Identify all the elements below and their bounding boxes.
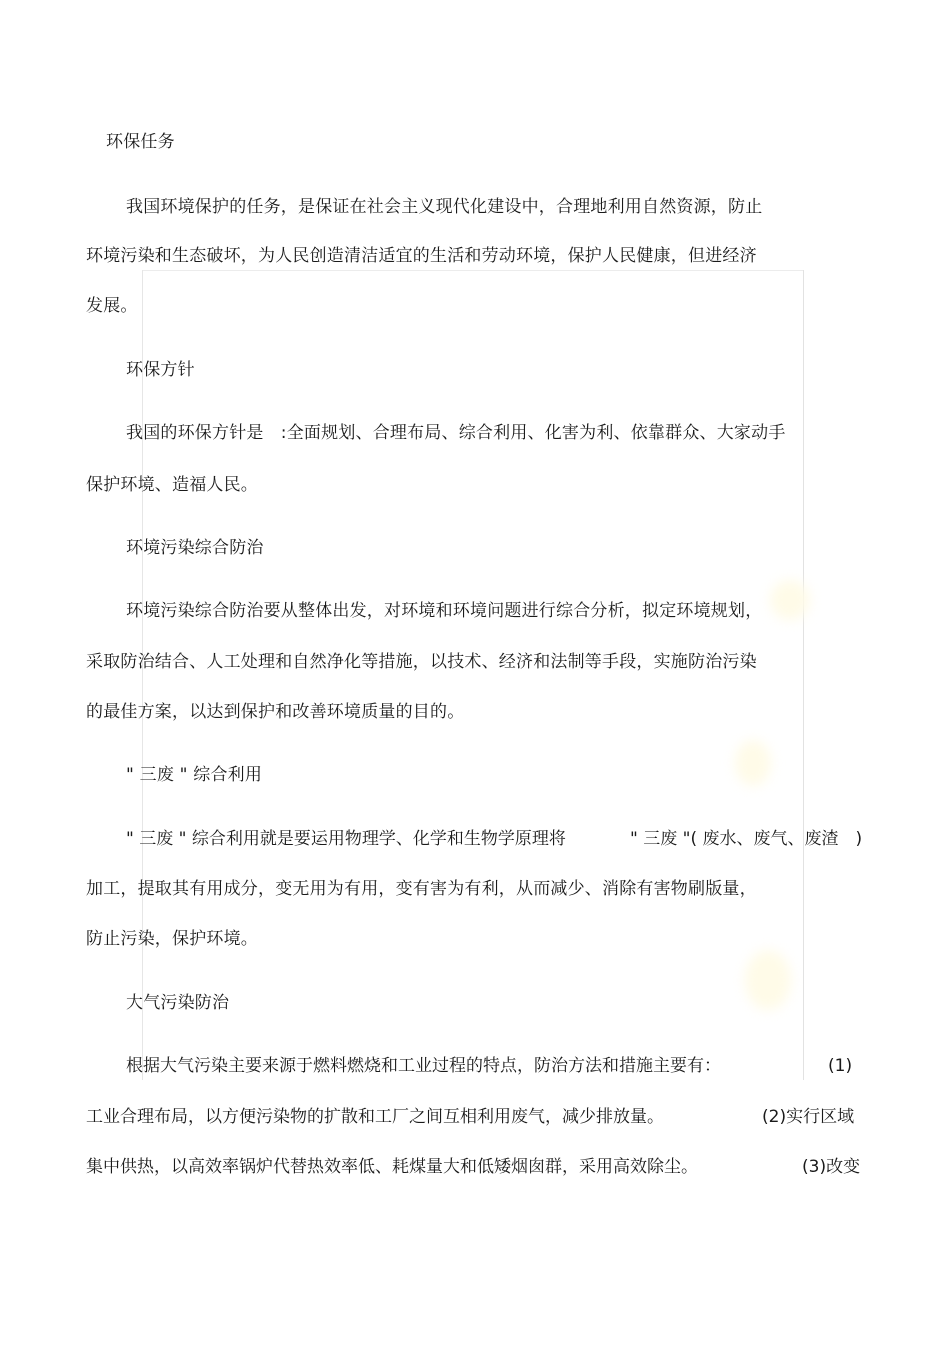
heading-task: 环保任务 [106,132,175,152]
para-pollution-line-1: 环境污染综合防治要从整体出发，对环境和环境问题进行综合分析，拟定环境规划， [126,601,763,621]
para-air-line-1-left: 根据大气污染主要来源于燃料燃烧和工业过程的特点，防治方法和措施主要有： [126,1056,721,1076]
para-air-line-3-right: (3)改变 [802,1157,861,1177]
heading-air: 大气污染防治 [126,993,230,1013]
para-pollution-line-3: 的最佳方案，以达到保护和改善环境质量的目的。 [86,702,465,722]
para-waste-line-1-right: " 三废 "( 废水、废气、废渣 ) [630,829,863,849]
heading-pollution: 环境污染综合防治 [126,538,264,558]
scan-smudge [770,580,810,620]
para-air-line-2-left: 工业合理布局，以方便污染物的扩散和工厂之间互相利用废气，减少排放量。 [86,1107,664,1127]
para-waste-line-3: 防止污染，保护环境。 [86,929,258,949]
para-air-line-1-right: (1) [828,1056,853,1076]
para-policy-line-2: 保护环境、造福人民。 [86,475,258,495]
heading-waste: " 三废 " 综合利用 [126,765,263,785]
scan-smudge [745,950,791,1010]
scan-frame-top [142,270,804,271]
para-policy-line-1: 我国的环保方针是 :全面规划、合理布局、综合利用、化害为利、依靠群众、大家动手 [126,423,786,443]
para-air-line-2-right: (2)实行区域 [762,1107,855,1127]
scan-frame-left [142,270,143,1080]
para-task-line-3: 发展。 [86,296,138,316]
para-pollution-line-2: 采取防治结合、人工处理和自然净化等措施，以技术、经济和法制等手段，实施防治污染 [86,652,757,672]
scan-frame-right [803,270,804,1080]
para-waste-line-2: 加工，提取其有用成分，变无用为有用，变有害为有利，从而减少、消除有害物刷版量， [86,879,757,899]
heading-policy: 环保方针 [126,360,195,380]
scan-smudge [735,740,771,786]
para-task-line-2: 环境污染和生态破坏，为人民创造清洁适宜的生活和劳动环境，保护人民健康，但进经济 [86,246,757,266]
para-air-line-3-left: 集中供热，以高效率锅炉代替热效率低、耗煤量大和低矮烟囱群，采用高效除尘。 [86,1157,698,1177]
para-waste-line-1-left: " 三废 " 综合利用就是要运用物理学、化学和生物学原理将 [126,829,566,849]
para-task-line-1: 我国环境保护的任务，是保证在社会主义现代化建设中，合理地利用自然资源，防止 [126,197,763,217]
